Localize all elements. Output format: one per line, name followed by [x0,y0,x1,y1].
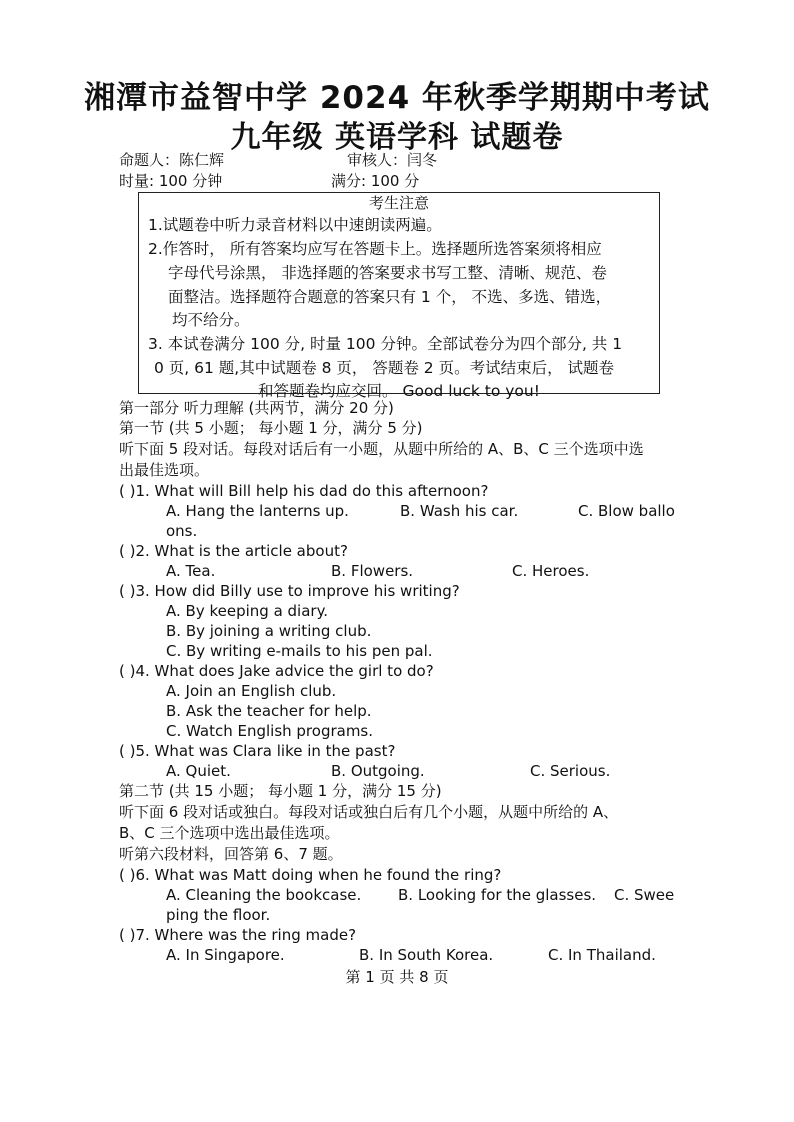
option-c: C. Blow ballo [578,502,675,520]
option-c-continued: ons. [166,522,198,540]
notice-line: 1.试题卷中听力录音材料以中速朗读两遍。 [148,216,442,234]
notice-line: 均不给分。 [172,311,250,329]
option-c: C. In Thailand. [548,946,656,964]
notice-line: 和答题卷均应交回。 Good luck to you! [258,382,540,400]
question-2: ( )2. What is the article about? [119,542,348,560]
question-3: ( )3. How did Billy use to improve his writing? [119,582,460,600]
option-c: C. By writing e-mails to his pen pal. [166,642,433,660]
question-1: ( )1. What will Bill help his dad do this afternoon? [119,482,489,500]
option-c: C. Serious. [530,762,611,780]
notice-line: 0 页, 61 题,其中试题卷 8 页， 答题卷 2 页。考试结束后， 试题卷 [154,359,615,377]
option-a: A. Hang the lanterns up. [166,502,349,520]
setter-label: 命题人：陈仁辉 [119,151,225,169]
question-7: ( )7. Where was the ring made? [119,926,357,944]
notice-line: 字母代号涂黑， 非选择题的答案要求书写工整、清晰、规范、卷 [168,264,607,282]
section2-instruction: B、C 三个选项中选出最佳选项。 [119,824,340,842]
option-c-continued: ping the floor. [166,906,271,924]
option-a: A. Cleaning the bookcase. [166,886,362,904]
section2-instruction: 听下面 6 段对话或独白。每段对话或独白后有几个小题，从题中所给的 A、 [119,803,619,821]
section1-instruction: 出最佳选项。 [119,461,210,479]
exam-subtitle: 九年级 英语学科 试题卷 [230,120,564,155]
option-b: B. Wash his car. [400,502,519,520]
option-c: C. Heroes. [512,562,590,580]
question-6: ( )6. What was Matt doing when he found the ring? [119,866,502,884]
section1-heading: 第一节 (共 5 小题； 每小题 1 分，满分 5 分) [119,419,423,437]
part1-heading: 第一部分 听力理解 (共两节，满分 20 分) [119,399,394,417]
exam-title: 湘潭市益智中学 2024 年秋季学期期中考试 [84,80,710,116]
option-b: B. Ask the teacher for help. [166,702,372,720]
option-b: B. Outgoing. [331,762,425,780]
option-b: B. Flowers. [331,562,414,580]
question-4: ( )4. What does Jake advice the girl to do? [119,662,434,680]
option-a: A. Join an English club. [166,682,337,700]
option-a: A. Quiet. [166,762,231,780]
notice-heading: 考生注意 [368,194,429,212]
option-b: B. In South Korea. [359,946,494,964]
notice-line: 面整洁。选择题符合题意的答案只有 1 个， 不选、多选、错选， [168,288,612,306]
page-number: 第 1 页 共 8 页 [345,968,449,986]
option-c: C. Swee [614,886,675,904]
notice-line: 3. 本试卷满分 100 分, 时量 100 分钟。全部试卷分为四个部分, 共 1 [148,335,623,353]
section2-heading: 第二节 (共 15 小题； 每小题 1 分，满分 15 分) [119,782,442,800]
option-b: B. Looking for the glasses. [398,886,597,904]
option-c: C. Watch English programs. [166,722,374,740]
full-score: 满分: 100 分 [331,172,420,190]
reviewer-label: 审核人：闫冬 [347,151,438,169]
option-a: A. In Singapore. [166,946,285,964]
section1-instruction: 听下面 5 段对话。每段对话后有一小题，从题中所给的 A、B、C 三个选项中选 [119,440,644,458]
question-5: ( )5. What was Clara like in the past? [119,742,396,760]
option-b: B. By joining a writing club. [166,622,372,640]
option-a: A. Tea. [166,562,216,580]
time-limit: 时量: 100 分钟 [119,172,223,190]
notice-line: 2.作答时， 所有答案均应写在答题卡上。选择题所选答案须将相应 [148,240,602,258]
option-a: A. By keeping a diary. [166,602,329,620]
section2-instruction: 听第六段材料，回答第 6、7 题。 [119,845,343,863]
